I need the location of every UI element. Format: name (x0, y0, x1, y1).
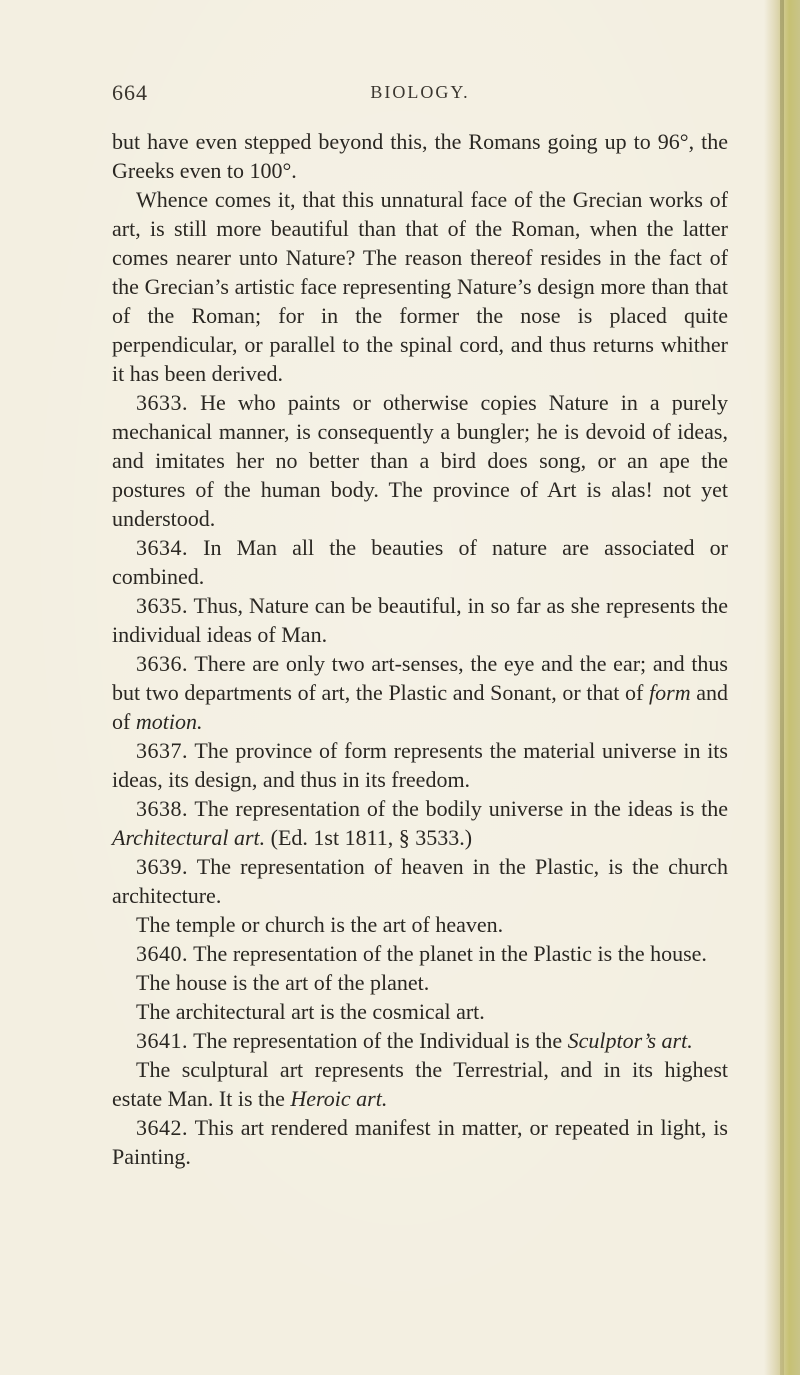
paragraph-grecian-face: Whence comes it, that this unnatural face of the Grecian works of art, is still more beautiful than that of the Roman, when the latter comes nearer unto Nature? The reason thereof resides in the fact of the Grecian’s artistic face representing Nature’s design more than that of the Roman; for in the former the nose is placed quite perpendicular, or parallel to the spinal cord, and thus returns whither it has been derived. (112, 187, 728, 386)
paragraph-number: 3635. (136, 593, 188, 618)
paragraph-3637 (112, 736, 728, 794)
paragraph-number: 3641. (136, 1028, 188, 1053)
paragraph-number: 3642. (136, 1115, 188, 1140)
paragraph-3641-continued (112, 1055, 728, 1113)
paragraph-3639 (112, 852, 728, 910)
italic-term: form (649, 680, 691, 705)
paragraph-number: 3638. (136, 796, 188, 821)
page-number: 664 (112, 80, 148, 105)
paragraph-3641 (112, 1026, 728, 1055)
italic-term: Heroic art. (290, 1086, 388, 1111)
paragraph-number: 3636. (136, 651, 188, 676)
paragraph-3642 (112, 1113, 728, 1171)
paragraph-number: 3634. (136, 535, 188, 560)
paragraph-text: The sculptural art represents the Terrestrial, and in its highest estate Man. It is the (112, 1057, 728, 1111)
paragraph-3633 (112, 388, 728, 533)
paragraph-3640-continued: The architectural art is the cosmical art. (136, 999, 485, 1024)
paragraph-text: The province of form represents the material universe in its ideas, its design, and thus in its freedom. (112, 738, 728, 792)
body-text (112, 127, 728, 1171)
paragraph-text: He who paints or otherwise copies Nature in a purely mechanical manner, is consequently a bungler; he is devoid of ideas, and imitates her no better than a bird does song, or an ape the postures of the human body. The province of Art is alas! not yet understood. (112, 390, 728, 531)
paragraph-3640-continued: The house is the art of the planet. (136, 970, 430, 995)
paragraph-number: 3637. (136, 738, 188, 763)
paragraph-text: In Man all the beauties of nature are associated or combined. (112, 535, 729, 589)
italic-term: Architectural art. (112, 825, 266, 850)
paragraph-number: 3633. (136, 390, 188, 415)
paragraph-text: This art rendered manifest in matter, or repeated in light, is Painting. (112, 1115, 728, 1169)
paragraph-number: 3640. (136, 941, 188, 966)
italic-term: motion. (135, 709, 203, 734)
citation: (Ed. 1st 1811, § 3533.) (270, 825, 473, 850)
binding-edge (780, 0, 784, 1375)
paragraph-3636 (112, 649, 728, 736)
paragraph-text: There are only two art-senses, the eye and the ear; and thus but two departments of art, the Plastic and Sonant, or that of (112, 651, 728, 705)
paragraph-3634 (112, 533, 728, 591)
running-head: BIOLOGY. (370, 82, 470, 102)
page-header (112, 80, 728, 120)
italic-term: Sculptor’s art. (567, 1028, 693, 1053)
paragraph-text: Thus, Nature can be beautiful, in so far as she represents the individual ideas of Man. (112, 593, 728, 647)
paragraph-3635 (112, 591, 728, 649)
paragraph-text: The representation of the bodily universe in the ideas is the (194, 796, 729, 821)
paragraph-text: The representation of the planet in the Plastic is the house. (193, 941, 707, 966)
paragraph-text: The representation of heaven in the Plastic, is the church architecture. (112, 854, 728, 908)
paragraph-3638 (112, 794, 728, 852)
paragraph-continuation: but have even stepped beyond this, the Romans going up to 96°, the Greeks even to 100°. (112, 129, 728, 183)
paragraph-number: 3639. (136, 854, 188, 879)
paragraph-text: The representation of the Individual is the (193, 1028, 563, 1053)
paragraph-text: and of (112, 680, 729, 734)
paragraph-3639-continued: The temple or church is the art of heaven. (136, 912, 504, 937)
paragraph-3640 (112, 939, 728, 968)
